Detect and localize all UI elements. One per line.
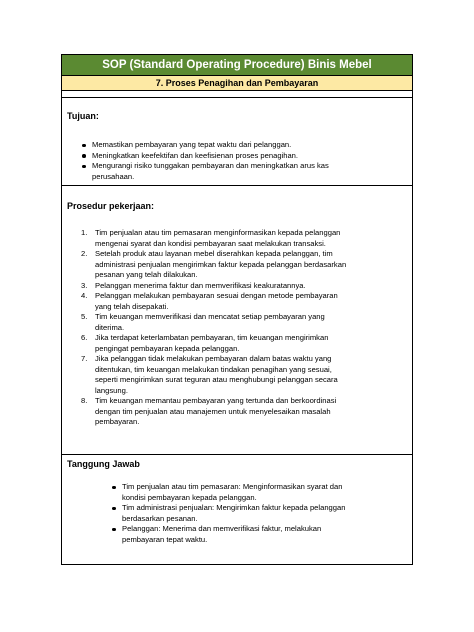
list-number: 6.	[81, 333, 88, 342]
list-item-line: pembayaran tepat waktu.	[122, 534, 208, 544]
list-item-line: administrasi penjualan mengirimkan faktur kepada pelanggan berdasarkan	[95, 259, 347, 269]
list-item-line: Tim penjualan atau tim pemasaran menginformasikan kepada pelanggan	[95, 228, 341, 237]
list-item-line: pembayaran.	[95, 417, 140, 426]
list-number: 4.	[81, 291, 88, 300]
list-item-line: Pelanggan: Menerima dan memverifikasi faktur, melakukan	[122, 524, 322, 533]
list-item-line: Pelanggan menerima faktur dan memverifikasi keakuratannya.	[95, 280, 306, 290]
list-item-line: seperti mengirimkan surat teguran atau menghubungi pelanggan secara	[95, 375, 338, 384]
bullet-icon	[82, 144, 86, 148]
tujuan-section	[62, 98, 412, 186]
list-number: 2.	[81, 249, 88, 258]
list-item	[62, 151, 412, 162]
prosedur-list	[62, 228, 412, 428]
list-item-line: Tim keuangan memantau pembayaran yang tertunda dan berkoordinasi	[95, 396, 337, 405]
list-number: 1.	[81, 228, 88, 237]
list-item	[62, 503, 412, 524]
list-item-line: yang telah disepakati.	[95, 301, 169, 311]
document-title: SOP (Standard Operating Procedure) Binis Mebel	[62, 55, 412, 76]
list-number: 5.	[81, 312, 88, 321]
list-item	[62, 291, 412, 312]
list-item	[62, 524, 412, 545]
sop-document	[61, 54, 413, 565]
spacer-row	[62, 91, 412, 98]
list-item-line: Jika terdapat keterlambatan pembayaran, tim keuangan mengirimkan	[95, 333, 329, 342]
list-item-line: Meningkatkan keefektifan dan keefisienan proses penagihan.	[92, 150, 299, 160]
list-item	[62, 228, 412, 249]
bullet-icon	[112, 528, 116, 532]
bullet-icon	[82, 154, 86, 158]
tanggung-jawab-list	[62, 482, 412, 545]
list-item-line: langsung.	[95, 385, 128, 395]
bullet-icon	[112, 486, 116, 490]
list-number: 3.	[81, 280, 88, 290]
list-item	[62, 161, 412, 182]
list-item	[62, 140, 412, 151]
list-item-line: Tim administrasi penjualan: Mengirimkan faktur kepada pelanggan	[122, 503, 346, 512]
list-number: 7.	[81, 354, 88, 363]
list-item-line: mengenai syarat dan kondisi pembayaran saat melakukan transaksi.	[95, 238, 326, 248]
list-item-line: ditentukan, tim keuangan melakukan tindakan penagihan yang sesuai,	[95, 364, 332, 374]
bullet-icon	[112, 507, 116, 511]
list-item-line: Tim penjualan atau tim pemasaran: Menginformasikan syarat dan	[122, 482, 343, 491]
list-item-line: Pelanggan melakukan pembayaran sesuai dengan metode pembayaran	[95, 291, 338, 300]
list-item	[62, 396, 412, 428]
tujuan-list	[62, 140, 412, 182]
list-item	[62, 333, 412, 354]
list-item-line: pesanan yang telah dilakukan.	[95, 270, 198, 279]
tanggung-jawab-section	[62, 455, 412, 564]
list-item-line: Tim keuangan memverifikasi dan mencatat setiap pembayaran yang	[95, 312, 325, 321]
tujuan-heading: Tujuan:	[67, 111, 99, 121]
list-item-line: dengan tim penjualan atau manajemen untuk menyelesaikan masalah	[95, 406, 331, 416]
list-item-line: pengingat pembayaran kepada pelanggan.	[95, 343, 240, 353]
list-item	[62, 312, 412, 333]
list-item	[62, 482, 412, 503]
list-item-line: Memastikan pembayaran yang tepat waktu dari pelanggan.	[92, 140, 292, 149]
list-item-line: Setelah produk atau layanan mebel diserahkan kepada pelanggan, tim	[95, 249, 333, 258]
list-item	[62, 249, 412, 281]
list-item	[62, 354, 412, 396]
bullet-icon	[82, 165, 86, 169]
list-item-line: Jika pelanggan tidak melakukan pembayaran dalam batas waktu yang	[95, 354, 332, 363]
list-item	[62, 281, 412, 292]
list-item-line: diterima.	[95, 322, 125, 332]
list-item-line: Mengurangi risiko tunggakan pembayaran dan meningkatkan arus kas	[92, 161, 329, 170]
section-subtitle: 7. Proses Penagihan dan Pembayaran	[62, 76, 412, 91]
tanggung-jawab-heading: Tanggung Jawab	[67, 459, 140, 469]
list-number: 8.	[81, 396, 88, 405]
list-item-line: perusahaan.	[92, 171, 135, 181]
list-item-line: kondisi pembayaran kepada pelanggan.	[122, 492, 257, 502]
list-item-line: berdasarkan pesanan.	[122, 513, 198, 523]
prosedur-section	[62, 186, 412, 455]
prosedur-heading: Prosedur pekerjaan:	[67, 201, 155, 211]
